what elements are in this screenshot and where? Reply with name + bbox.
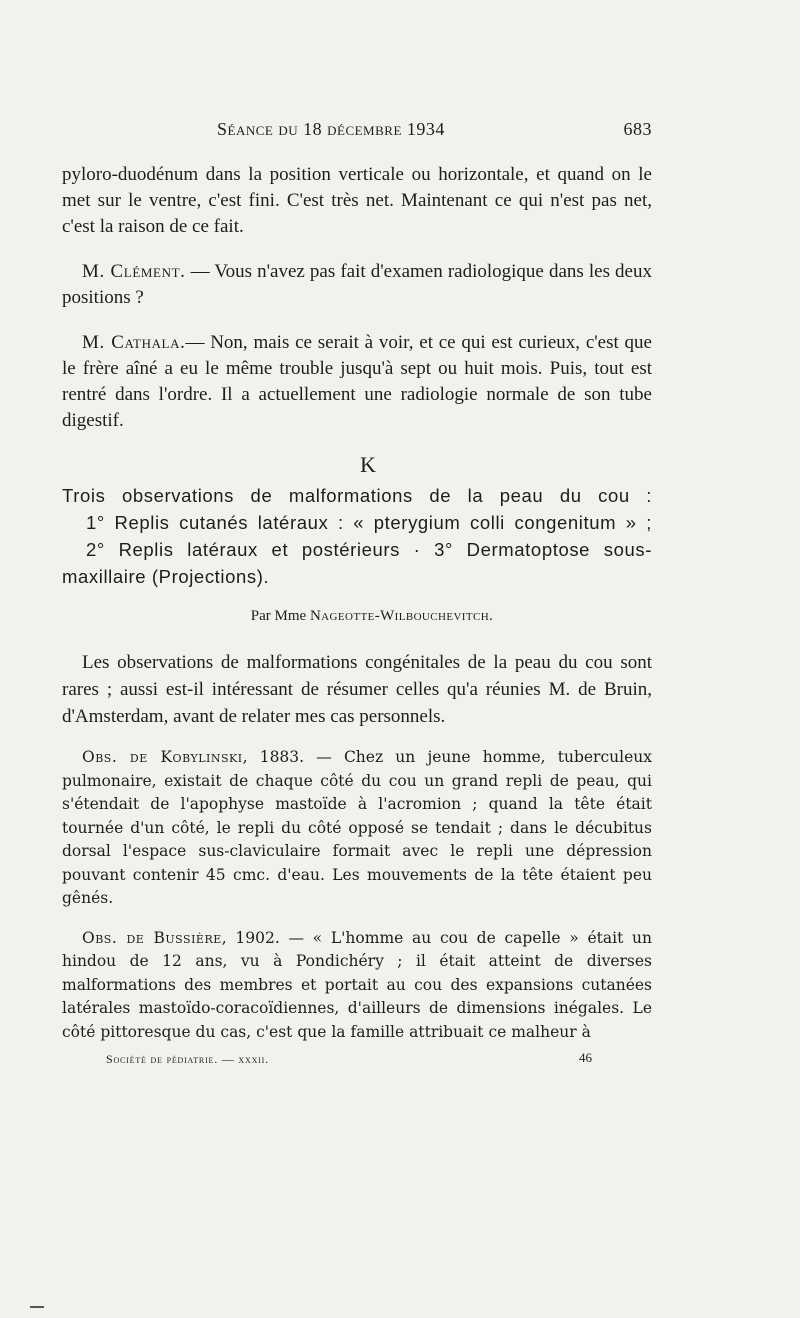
observation-kobylinski	[62, 746, 652, 911]
article-title	[62, 482, 652, 590]
journal-page	[62, 116, 652, 1072]
article-title-line-1: Trois observations de malformations de la peau du cou :	[62, 485, 652, 506]
item-text-2: Replis latéraux et postérieurs · 3° Dermatoptose sous-	[104, 539, 652, 560]
article-title-line-2	[62, 509, 652, 536]
discussion-paragraph-cathala	[62, 330, 652, 434]
speaker-cathala: M. Cathala.	[82, 332, 186, 353]
scan-edge-mark	[30, 1306, 44, 1308]
author-prefix: Par Mme	[250, 608, 310, 624]
article-title-line-4: maxillaire (Projections).	[62, 566, 270, 587]
item-number-2: 2°	[86, 539, 105, 560]
discussion-paragraph-clement	[62, 259, 652, 311]
footer-society: Société de pédiatrie. — xxxii.	[106, 1052, 269, 1066]
item-number-1: 1°	[86, 512, 105, 533]
signature-mark: 46	[579, 1050, 592, 1065]
page-footer	[62, 1050, 652, 1072]
item-text-1: Replis cutanés latéraux : « pterygium colli congenitum » ;	[104, 512, 652, 533]
running-title: Séance du 18 décembre 1934	[217, 119, 445, 139]
cathala-remark: — Non, mais ce serait à voir, et ce qui est curieux, c'est que le frère aîné a eu le même trouble jusqu'à sept ou huit mois. Puis, tout est rentré dans l'ordre. Il a actuellement une radiologie normale de son tube digestif.	[62, 332, 652, 431]
clement-remark: — Vous n'avez pas fait d'examen radiologique dans les deux positions ?	[62, 261, 652, 308]
observation-text: , 1902. — « L'homme au cou de capelle » était un hindou de 12 ans, vu à Pondichéry ; il était atteint de diverses malformations des membres et portait au cou des expansions cutanées latérales mastoïdo-coracoïdiennes, d'ailleurs de dimensions inégales. Le côté pittoresque du cas, c'est que la famille attribuait ce malheur à	[62, 928, 652, 1041]
author-name: Nageotte-Wilbouchevitch.	[309, 608, 494, 624]
page-number: 683	[623, 119, 652, 139]
running-header	[62, 116, 652, 150]
observation-label: Obs. de Bussière	[82, 928, 222, 947]
observation-bussiere	[62, 927, 652, 1045]
article-author	[62, 608, 652, 625]
intro-paragraph: Les observations de malformations congénitales de la peau du cou sont rares ; aussi est-il intéressant de résumer celles qu'a réunies M. de Bruin, d'Amsterdam, avant de relater mes cas personnels.	[62, 652, 652, 727]
observation-label: Obs. de Kobylinski	[82, 748, 243, 766]
speaker-clement: M. Clément.	[82, 261, 186, 282]
handwritten-mark: K	[360, 452, 374, 477]
discussion-paragraph-continued: pyloro-duodénum dans la position verticale ou horizontale, et quand on le met sur le ventre, c'est fini. C'est très net. Maintenant ce qui n'est pas net, c'est la raison de ce fait.	[62, 164, 652, 237]
article-title-line-3	[62, 536, 652, 563]
observation-text: , 1883. — Chez un jeune homme, tuberculeux pulmonaire, existait de chaque côté du cou un grand repli de peau, qui s'étendait de l'apophyse mastoïde à l'acromion ; quand la tête était tournée d'un côté, le repli du côté opposé se tendait ; dans le décubitus dorsal l'espace sus-claviculaire formait avec le repli une dépression pouvant contenir 45 cmc. d'eau. Les mouvements de la tête étaient peu gênés.	[62, 748, 652, 907]
